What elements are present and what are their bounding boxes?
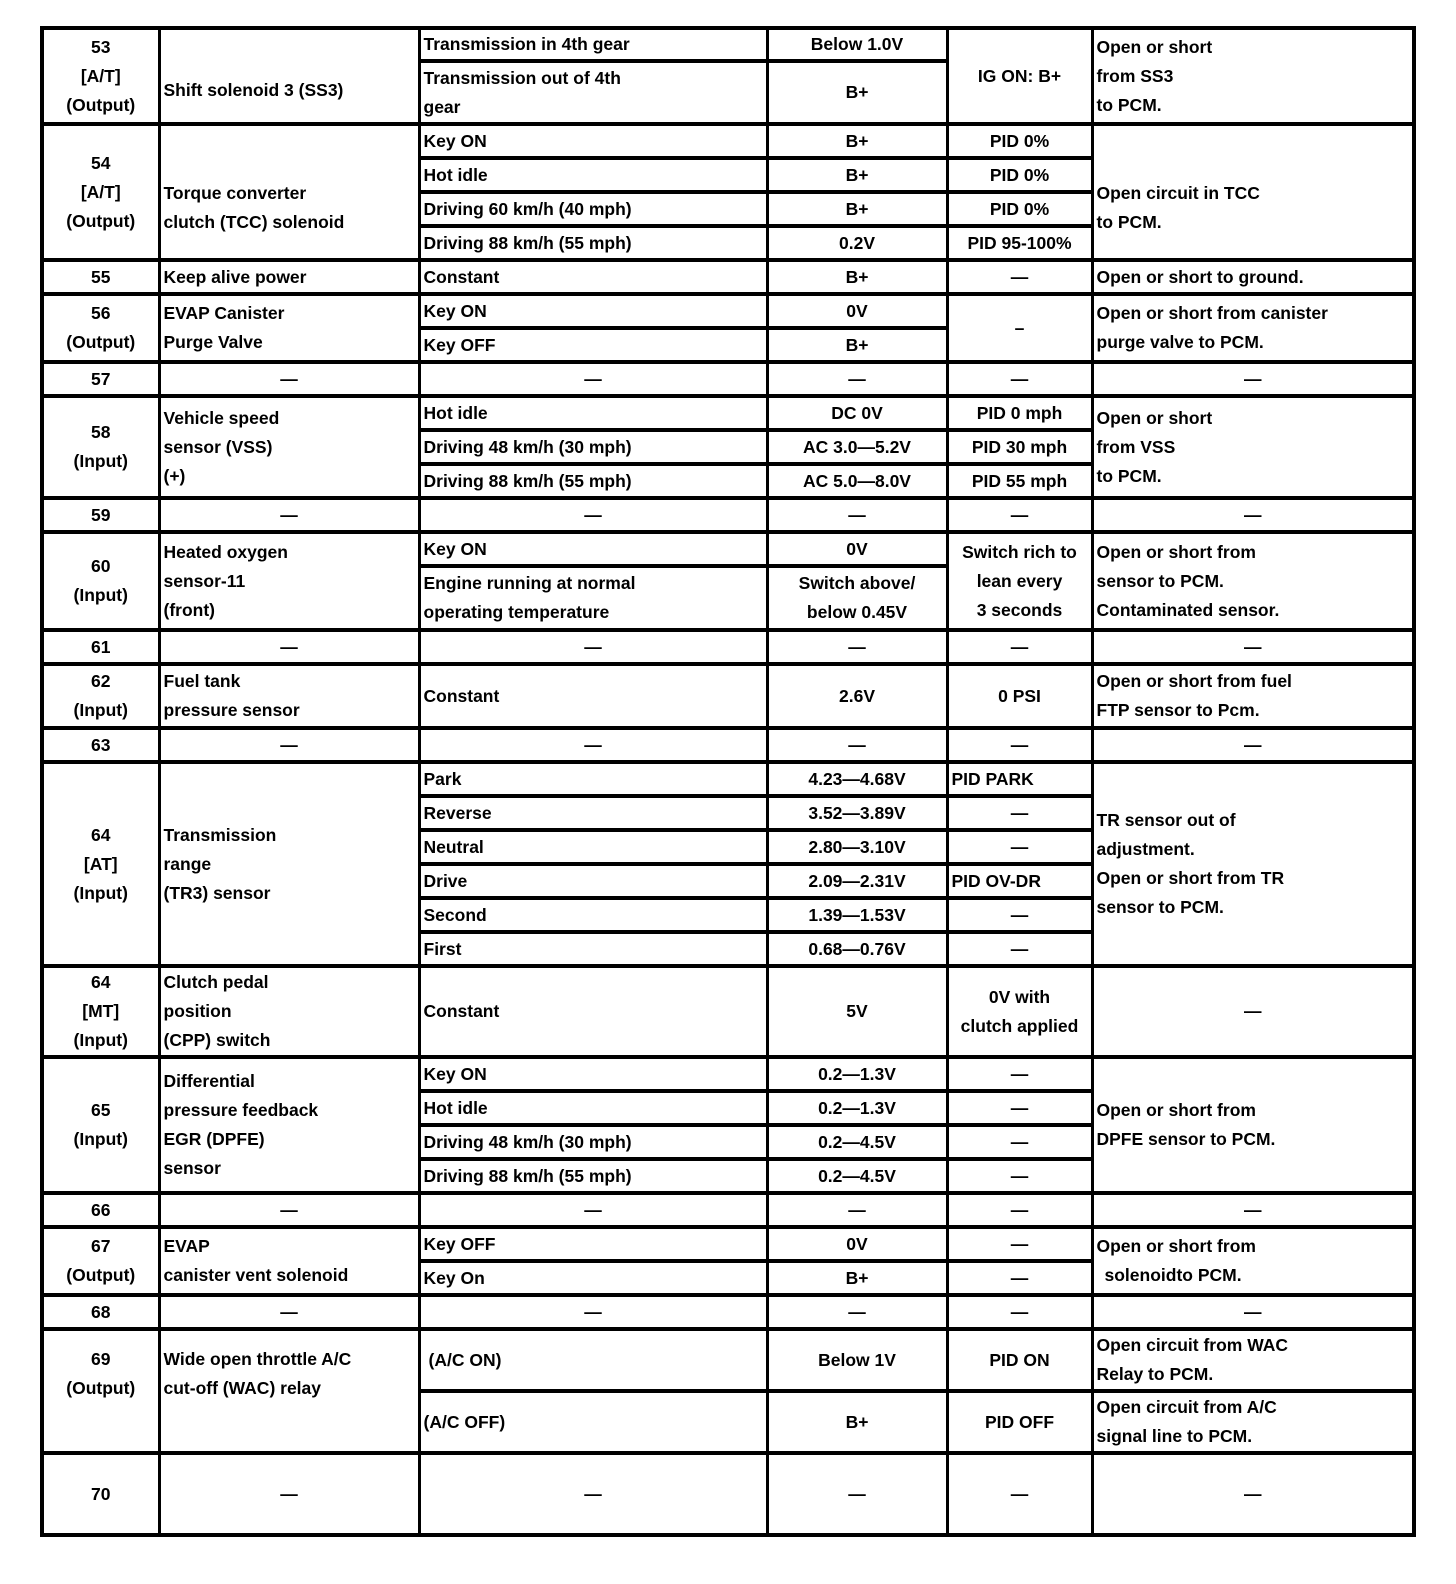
cause-cell: Open or short from solenoidto PCM. [1092, 1227, 1414, 1295]
signal-cell: Fuel tank pressure sensor [159, 664, 419, 728]
pin-cell: 54 [A/T] (Output) [42, 124, 159, 260]
pin-cell: 66 [42, 1193, 159, 1227]
voltage-cell: 1.39—1.53V [767, 898, 947, 932]
voltage-cell: AC 3.0—5.2V [767, 430, 947, 464]
signal-cell: — [159, 1193, 419, 1227]
signal-cell: — [159, 1295, 419, 1329]
cause-cell: Open or short from sensor to PCM. Contaminated sensor. [1092, 532, 1414, 630]
pid-cell: PID 95-100% [947, 226, 1092, 260]
voltage-cell: — [767, 1193, 947, 1227]
signal-cell: Wide open throttle A/C cut-off (WAC) relay [159, 1329, 419, 1453]
voltage-cell: Below 1V [767, 1329, 947, 1391]
voltage-cell: AC 5.0—8.0V [767, 464, 947, 498]
condition-cell: Driving 60 km/h (40 mph) [419, 192, 767, 226]
cause-cell: Open or short from canister purge valve to PCM. [1092, 294, 1414, 362]
cause-cell: — [1092, 966, 1414, 1057]
pid-cell: — [947, 362, 1092, 396]
signal-cell: Vehicle speed sensor (VSS) (+) [159, 396, 419, 498]
condition-cell: Key On [419, 1261, 767, 1295]
voltage-cell: — [767, 630, 947, 664]
voltage-cell: 0.2V [767, 226, 947, 260]
signal-cell: — [159, 728, 419, 762]
voltage-cell: — [767, 1453, 947, 1535]
voltage-cell: — [767, 728, 947, 762]
voltage-cell: 0.68—0.76V [767, 932, 947, 966]
pin-cell: 64 [MT] (Input) [42, 966, 159, 1057]
pcm-pin-table [40, 26, 1416, 1537]
voltage-cell: B+ [767, 158, 947, 192]
cause-cell: — [1092, 498, 1414, 532]
signal-cell: EVAP Canister Purge Valve [159, 294, 419, 362]
cause-cell: Open circuit from A/C signal line to PCM. [1092, 1391, 1414, 1453]
pid-cell: — [947, 1057, 1092, 1091]
signal-cell: — [159, 630, 419, 664]
condition-cell: Engine running at normal operating temperature [419, 566, 767, 630]
pid-cell: — [947, 796, 1092, 830]
condition-cell: Neutral [419, 830, 767, 864]
pid-cell: — [947, 728, 1092, 762]
cause-cell: Open circuit in TCC to PCM. [1092, 124, 1414, 260]
condition-cell: Hot idle [419, 1091, 767, 1125]
condition-cell: Key OFF [419, 328, 767, 362]
pid-cell: — [947, 830, 1092, 864]
signal-cell: Shift solenoid 3 (SS3) [159, 28, 419, 124]
pid-cell: — [947, 260, 1092, 294]
cause-cell: — [1092, 630, 1414, 664]
condition-cell: — [419, 1453, 767, 1535]
condition-cell: — [419, 498, 767, 532]
pid-cell: PID 0% [947, 192, 1092, 226]
cause-cell: — [1092, 1453, 1414, 1535]
pid-cell: — [947, 898, 1092, 932]
voltage-cell: 3.52—3.89V [767, 796, 947, 830]
pid-cell: — [947, 498, 1092, 532]
condition-cell: Hot idle [419, 158, 767, 192]
pin-cell: 61 [42, 630, 159, 664]
voltage-cell: B+ [767, 328, 947, 362]
pid-cell: PID ON [947, 1329, 1092, 1391]
signal-cell: — [159, 362, 419, 396]
voltage-cell: DC 0V [767, 396, 947, 430]
condition-cell: Constant [419, 664, 767, 728]
condition-cell: Key OFF [419, 1227, 767, 1261]
pid-cell: PID 0% [947, 158, 1092, 192]
signal-cell: EVAP canister vent solenoid [159, 1227, 419, 1295]
condition-cell: — [419, 362, 767, 396]
condition-cell: Transmission out of 4th gear [419, 61, 767, 124]
voltage-cell: B+ [767, 124, 947, 158]
pid-cell: — [947, 1159, 1092, 1193]
voltage-cell: 0V [767, 532, 947, 566]
cause-cell: — [1092, 728, 1414, 762]
pin-cell: 67 (Output) [42, 1227, 159, 1295]
cause-cell: Open circuit from WAC Relay to PCM. [1092, 1329, 1414, 1391]
condition-cell: Key ON [419, 1057, 767, 1091]
voltage-cell: B+ [767, 1261, 947, 1295]
voltage-cell: 2.80—3.10V [767, 830, 947, 864]
condition-cell: — [419, 1295, 767, 1329]
pid-cell: — [947, 1295, 1092, 1329]
condition-cell: Hot idle [419, 396, 767, 430]
pin-cell: 62 (Input) [42, 664, 159, 728]
voltage-cell: Below 1.0V [767, 28, 947, 61]
signal-cell: Clutch pedal position (CPP) switch [159, 966, 419, 1057]
voltage-cell: 0.2—1.3V [767, 1057, 947, 1091]
voltage-cell: 2.09—2.31V [767, 864, 947, 898]
pin-cell: 63 [42, 728, 159, 762]
pin-cell: 55 [42, 260, 159, 294]
pid-cell: PID OFF [947, 1391, 1092, 1453]
cause-cell: Open or short to ground. [1092, 260, 1414, 294]
signal-cell: Differential pressure feedback EGR (DPFE) sensor [159, 1057, 419, 1193]
voltage-cell: 0.2—4.5V [767, 1159, 947, 1193]
voltage-cell: — [767, 1295, 947, 1329]
condition-cell: Drive [419, 864, 767, 898]
pid-cell: — [947, 1125, 1092, 1159]
pin-cell: 57 [42, 362, 159, 396]
signal-cell: Keep alive power [159, 260, 419, 294]
condition-cell: Second [419, 898, 767, 932]
pin-cell: 58 (Input) [42, 396, 159, 498]
pid-cell: — [947, 1193, 1092, 1227]
signal-cell: — [159, 1453, 419, 1535]
cause-cell: Open or short from VSS to PCM. [1092, 396, 1414, 498]
pin-cell: 69 (Output) [42, 1329, 159, 1453]
voltage-cell: 5V [767, 966, 947, 1057]
pid-cell: — [947, 1091, 1092, 1125]
voltage-cell: 4.23—4.68V [767, 762, 947, 796]
voltage-cell: — [767, 362, 947, 396]
pid-cell: — [947, 1453, 1092, 1535]
signal-cell: — [159, 498, 419, 532]
condition-cell: Reverse [419, 796, 767, 830]
condition-cell: Key ON [419, 124, 767, 158]
condition-cell: — [419, 728, 767, 762]
pid-cell: PID 0% [947, 124, 1092, 158]
pid-cell: Switch rich to lean every 3 seconds [947, 532, 1092, 630]
pin-cell: 68 [42, 1295, 159, 1329]
signal-cell: Heated oxygen sensor-11 (front) [159, 532, 419, 630]
pin-cell: 56 (Output) [42, 294, 159, 362]
condition-cell: (A/C OFF) [419, 1391, 767, 1453]
voltage-cell: 0V [767, 1227, 947, 1261]
pid-cell: PID PARK [947, 762, 1092, 796]
condition-cell: Constant [419, 966, 767, 1057]
signal-cell: Torque converter clutch (TCC) solenoid [159, 124, 419, 260]
cause-cell: Open or short from fuel FTP sensor to Pcm. [1092, 664, 1414, 728]
condition-cell: Park [419, 762, 767, 796]
condition-cell: — [419, 1193, 767, 1227]
voltage-cell: B+ [767, 1391, 947, 1453]
condition-cell: — [419, 630, 767, 664]
voltage-cell: Switch above/ below 0.45V [767, 566, 947, 630]
pin-cell: 60 (Input) [42, 532, 159, 630]
condition-cell: First [419, 932, 767, 966]
condition-cell: Transmission in 4th gear [419, 28, 767, 61]
cause-cell: Open or short from SS3 to PCM. [1092, 28, 1414, 124]
voltage-cell: B+ [767, 192, 947, 226]
voltage-cell: B+ [767, 260, 947, 294]
condition-cell: (A/C ON) [419, 1329, 767, 1391]
pid-cell: — [947, 1261, 1092, 1295]
condition-cell: Driving 48 km/h (30 mph) [419, 1125, 767, 1159]
condition-cell: Driving 88 km/h (55 mph) [419, 226, 767, 260]
pin-cell: 59 [42, 498, 159, 532]
pid-cell: PID 0 mph [947, 396, 1092, 430]
cause-cell: Open or short from DPFE sensor to PCM. [1092, 1057, 1414, 1193]
pin-cell: 65 (Input) [42, 1057, 159, 1193]
voltage-cell: B+ [767, 61, 947, 124]
pid-cell: PID 55 mph [947, 464, 1092, 498]
cause-cell: — [1092, 1193, 1414, 1227]
pid-cell: PID 30 mph [947, 430, 1092, 464]
condition-cell: Key ON [419, 294, 767, 328]
signal-cell: Transmission range (TR3) sensor [159, 762, 419, 966]
pid-cell: 0 PSI [947, 664, 1092, 728]
voltage-cell: — [767, 498, 947, 532]
cause-cell: — [1092, 362, 1414, 396]
condition-cell: Key ON [419, 532, 767, 566]
pid-cell: — [947, 932, 1092, 966]
pin-cell: 70 [42, 1453, 159, 1535]
voltage-cell: 0.2—4.5V [767, 1125, 947, 1159]
pin-cell: 64 [AT] (Input) [42, 762, 159, 966]
condition-cell: Driving 48 km/h (30 mph) [419, 430, 767, 464]
pid-cell: — [947, 1227, 1092, 1261]
pid-cell: IG ON: B+ [947, 28, 1092, 124]
pid-cell: PID OV-DR [947, 864, 1092, 898]
pid-cell: 0V with clutch applied [947, 966, 1092, 1057]
pin-cell: 53 [A/T] (Output) [42, 28, 159, 124]
voltage-cell: 0V [767, 294, 947, 328]
condition-cell: Driving 88 km/h (55 mph) [419, 464, 767, 498]
cause-cell: — [1092, 1295, 1414, 1329]
pid-cell: — [947, 630, 1092, 664]
cause-cell: TR sensor out of adjustment. Open or short from TR sensor to PCM. [1092, 762, 1414, 966]
pid-cell: – [947, 294, 1092, 362]
voltage-cell: 2.6V [767, 664, 947, 728]
voltage-cell: 0.2—1.3V [767, 1091, 947, 1125]
condition-cell: Constant [419, 260, 767, 294]
condition-cell: Driving 88 km/h (55 mph) [419, 1159, 767, 1193]
